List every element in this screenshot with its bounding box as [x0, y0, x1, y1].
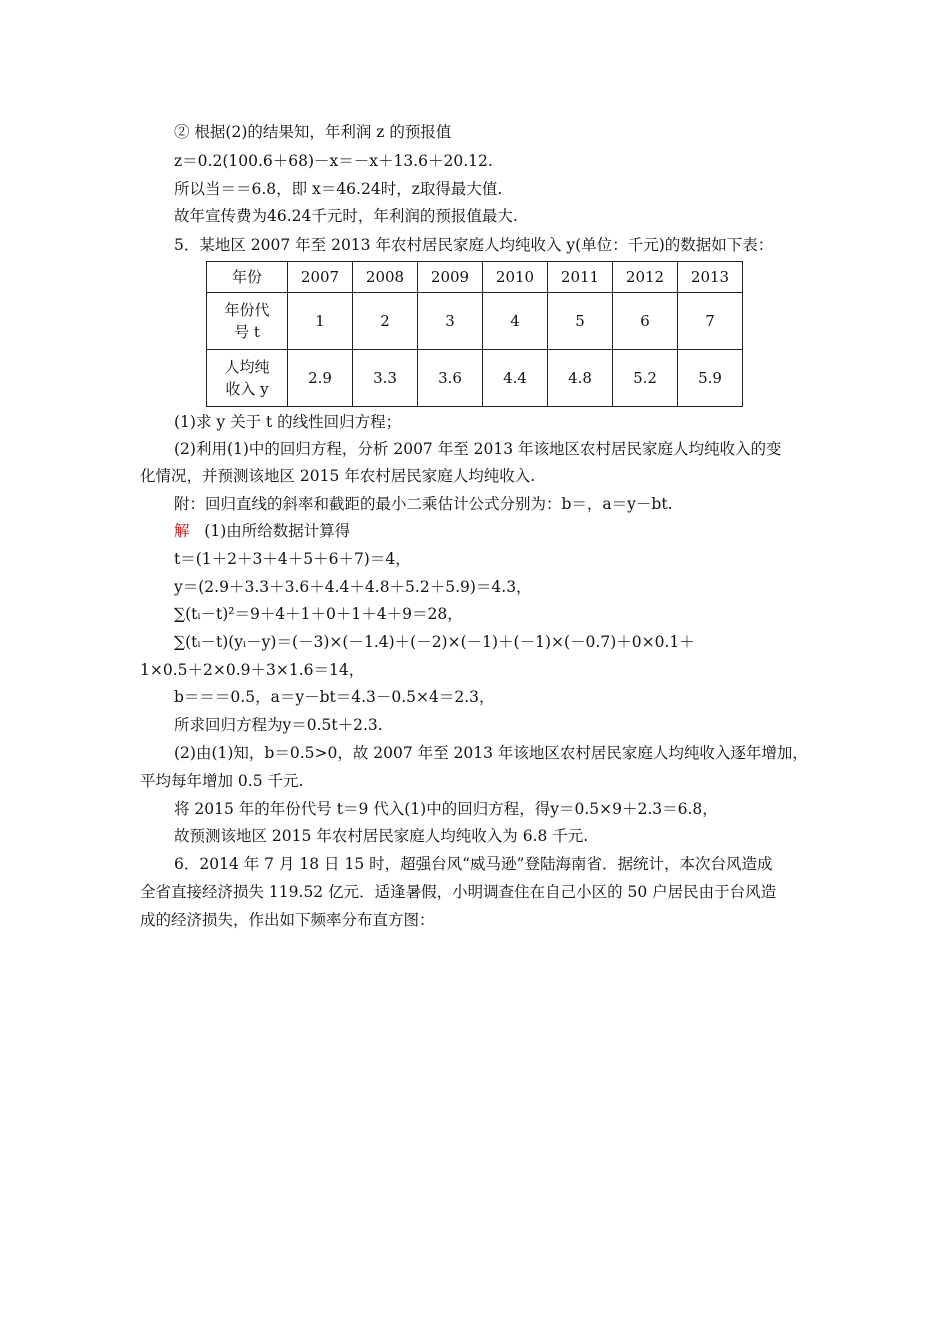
calc-line: ∑(tᵢ－t)²＝9＋4＋1＋0＋1＋4＋9＝28，	[174, 605, 463, 623]
calc-line: y＝(2.9＋3.3＋3.6＋4.4＋4.8＋5.2＋5.9)＝4.3，	[174, 578, 532, 596]
problem-6-line: 全省直接经济损失 119.52 亿元．适逢暑假，小明调查住在自己小区的 50 户居民由于台风造	[140, 883, 777, 901]
table-cell: 5	[548, 293, 613, 350]
part2-line: 将 2015 年的年份代号 t＝9 代入(1)中的回归方程，得y＝0.5×9＋2.3＝6.8，	[174, 800, 718, 818]
table-cell: 2011	[548, 262, 613, 293]
table-row	[207, 350, 743, 407]
table-cell: 5.2	[613, 350, 678, 407]
income-table	[206, 261, 743, 407]
calc-line: t＝(1＋2＋3＋4＋5＋6＋7)＝4，	[174, 550, 411, 568]
table-cell: 2013	[678, 262, 743, 293]
problem-6-line: 6．2014 年 7 月 18 日 15 时，超强台风“威马逊”登陆海南省．据统计，本次台风造成	[174, 855, 773, 873]
part2-line: 故预测该地区 2015 年农村居民家庭人均纯收入为 6.8 千元.	[174, 827, 589, 845]
text-line: 故年宣传费为46.24千元时，年利润的预报值最大.	[174, 207, 518, 225]
calc-line: ∑(tᵢ－t)(yᵢ－y)＝(－3)×(－1.4)＋(－2)×(－1)＋(－1)×(－0.7)＋0×0.1＋	[174, 633, 695, 651]
table-row	[207, 262, 743, 293]
label-line: 人均纯	[224, 358, 270, 376]
text-line: ② 根据(2)的结果知，年利润 z 的预报值	[174, 123, 452, 141]
label-line: 号 t	[234, 323, 260, 341]
question-2-line: 化情况，并预测该地区 2015 年农村居民家庭人均纯收入.	[140, 467, 536, 485]
table-row-label	[207, 293, 288, 350]
problem-6-line: 成的经济损失，作出如下频率分布直方图：	[140, 911, 435, 929]
solution-intro-text: (1)由所给数据计算得	[204, 522, 351, 540]
table-cell: 6	[613, 293, 678, 350]
solution-intro	[174, 521, 350, 541]
text-line: z＝0.2(100.6＋68)－x＝－x＋13.6＋20.12.	[174, 152, 493, 170]
table-header-label: 年份	[207, 262, 288, 293]
label-line: 收入 y	[225, 380, 269, 398]
table-cell: 2.9	[288, 350, 353, 407]
calc-line: 1×0.5＋2×0.9＋3×1.6＝14，	[140, 661, 365, 679]
table-cell: 1	[288, 293, 353, 350]
table-cell: 3.6	[418, 350, 483, 407]
label-line: 年份代	[224, 301, 270, 319]
part2-line: (2)由(1)知，b＝0.5>0，故 2007 年至 2013 年该地区农村居民家庭人均纯收入逐年增加，	[174, 744, 808, 762]
appendix-formula: 附：回归直线的斜率和截距的最小二乘估计公式分别为：b＝，a＝y－bt.	[174, 495, 673, 513]
table-cell: 2009	[418, 262, 483, 293]
part2-line: 平均每年增加 0.5 千元.	[140, 772, 304, 790]
table-cell: 4.4	[483, 350, 548, 407]
table-cell: 4	[483, 293, 548, 350]
solution-label: 解	[174, 522, 190, 540]
table-cell: 7	[678, 293, 743, 350]
calc-line: 所求回归方程为y＝0.5t＋2.3.	[174, 716, 383, 734]
table-cell: 2008	[353, 262, 418, 293]
table-cell: 2010	[483, 262, 548, 293]
calc-line: b＝＝＝0.5，a＝y－bt＝4.3－0.5×4＝2.3，	[174, 688, 495, 706]
table-cell: 3	[418, 293, 483, 350]
table-cell: 2007	[288, 262, 353, 293]
table-cell: 5.9	[678, 350, 743, 407]
question-1: (1)求 y 关于 t 的线性回归方程；	[174, 413, 402, 431]
problem-5-statement: 5．某地区 2007 年至 2013 年农村居民家庭人均纯收入 y(单位：千元)的数据如下表：	[174, 236, 774, 254]
text-line: 所以当＝＝6.8，即 x＝46.24时，z取得最大值.	[174, 180, 503, 198]
table-cell: 3.3	[353, 350, 418, 407]
table-row-label	[207, 350, 288, 407]
table-cell: 4.8	[548, 350, 613, 407]
table-cell: 2012	[613, 262, 678, 293]
question-2-line: (2)利用(1)中的回归方程，分析 2007 年至 2013 年该地区农村居民家庭人均纯收入的变	[174, 440, 782, 458]
table-cell: 2	[353, 293, 418, 350]
table-row	[207, 293, 743, 350]
